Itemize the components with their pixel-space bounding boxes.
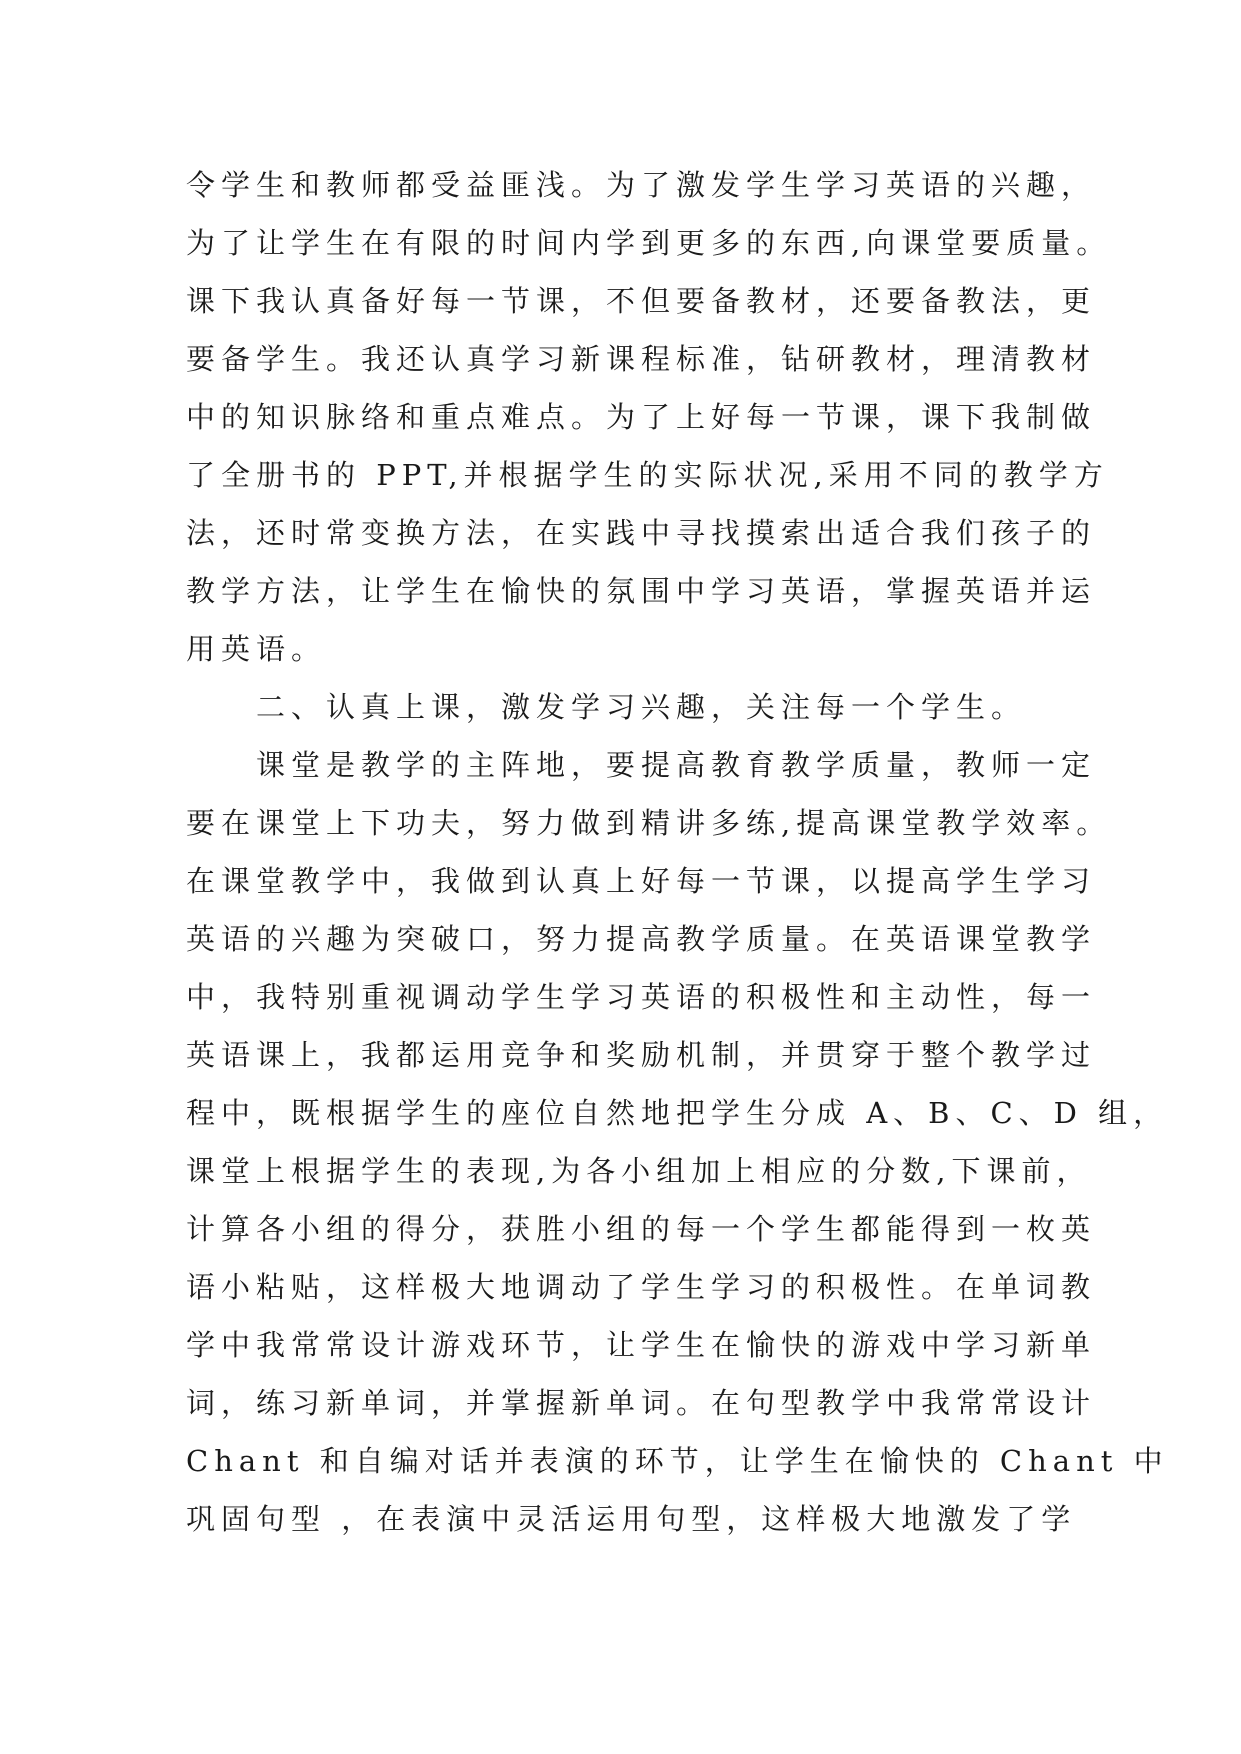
text-line: 中，我特别重视调动学生学习英语的积极性和主动性，每一 bbox=[186, 980, 1097, 1014]
text-line: 学中我常常设计游戏环节，让学生在愉快的游戏中学习新单 bbox=[186, 1328, 1097, 1362]
text-line: 法，还时常变换方法，在实践中寻找摸索出适合我们孩子的 bbox=[186, 516, 1097, 550]
text-line: 程中，既根据学生的座位自然地把学生分成 A、B、C、D 组， bbox=[186, 1096, 1169, 1130]
text-line: 英语的兴趣为突破口，努力提高教学质量。在英语课堂教学 bbox=[186, 922, 1097, 956]
text-line: 课堂是教学的主阵地，要提高教育教学质量，教师一定 bbox=[256, 748, 1097, 782]
body-text bbox=[186, 156, 1169, 1548]
text-line: 课下我认真备好每一节课，不但要备教材，还要备教法，更 bbox=[186, 284, 1097, 318]
text-line: Chant 和自编对话并表演的环节，让学生在愉快的 Chant 中 bbox=[186, 1444, 1169, 1478]
text-line: 为了让学生在有限的时间内学到更多的东西,向课堂要质量。 bbox=[186, 226, 1112, 260]
text-line: 用英语。 bbox=[186, 632, 327, 666]
text-line: 中的知识脉络和重点难点。为了上好每一节课，课下我制做 bbox=[186, 400, 1097, 434]
text-line: 要在课堂上下功夫，努力做到精讲多练,提高课堂教学效率。 bbox=[186, 806, 1112, 840]
section-heading: 二、认真上课，激发学习兴趣，关注每一个学生。 bbox=[256, 690, 1027, 724]
text-line: 令学生和教师都受益匪浅。为了激发学生学习英语的兴趣， bbox=[186, 168, 1097, 202]
text-line: 要备学生。我还认真学习新课程标准，钻研教材，理清教材 bbox=[186, 342, 1097, 376]
text-line: 巩固句型 ，在表演中灵活运用句型，这样极大地激发了学 bbox=[186, 1502, 1077, 1536]
text-line: 英语课上，我都运用竞争和奖励机制，并贯穿于整个教学过 bbox=[186, 1038, 1097, 1072]
text-line: 计算各小组的得分，获胜小组的每一个学生都能得到一枚英 bbox=[186, 1212, 1097, 1246]
text-line: 语小粘贴，这样极大地调动了学生学习的积极性。在单词教 bbox=[186, 1270, 1097, 1304]
text-line: 了全册书的 PPT,并根据学生的实际状况,采用不同的教学方 bbox=[186, 458, 1109, 492]
text-line: 教学方法，让学生在愉快的氛围中学习英语，掌握英语并运 bbox=[186, 574, 1097, 608]
text-line: 在课堂教学中，我做到认真上好每一节课，以提高学生学习 bbox=[186, 864, 1097, 898]
text-line: 词，练习新单词，并掌握新单词。在句型教学中我常常设计 bbox=[186, 1386, 1097, 1420]
text-line: 课堂上根据学生的表现,为各小组加上相应的分数,下课前， bbox=[186, 1154, 1092, 1188]
